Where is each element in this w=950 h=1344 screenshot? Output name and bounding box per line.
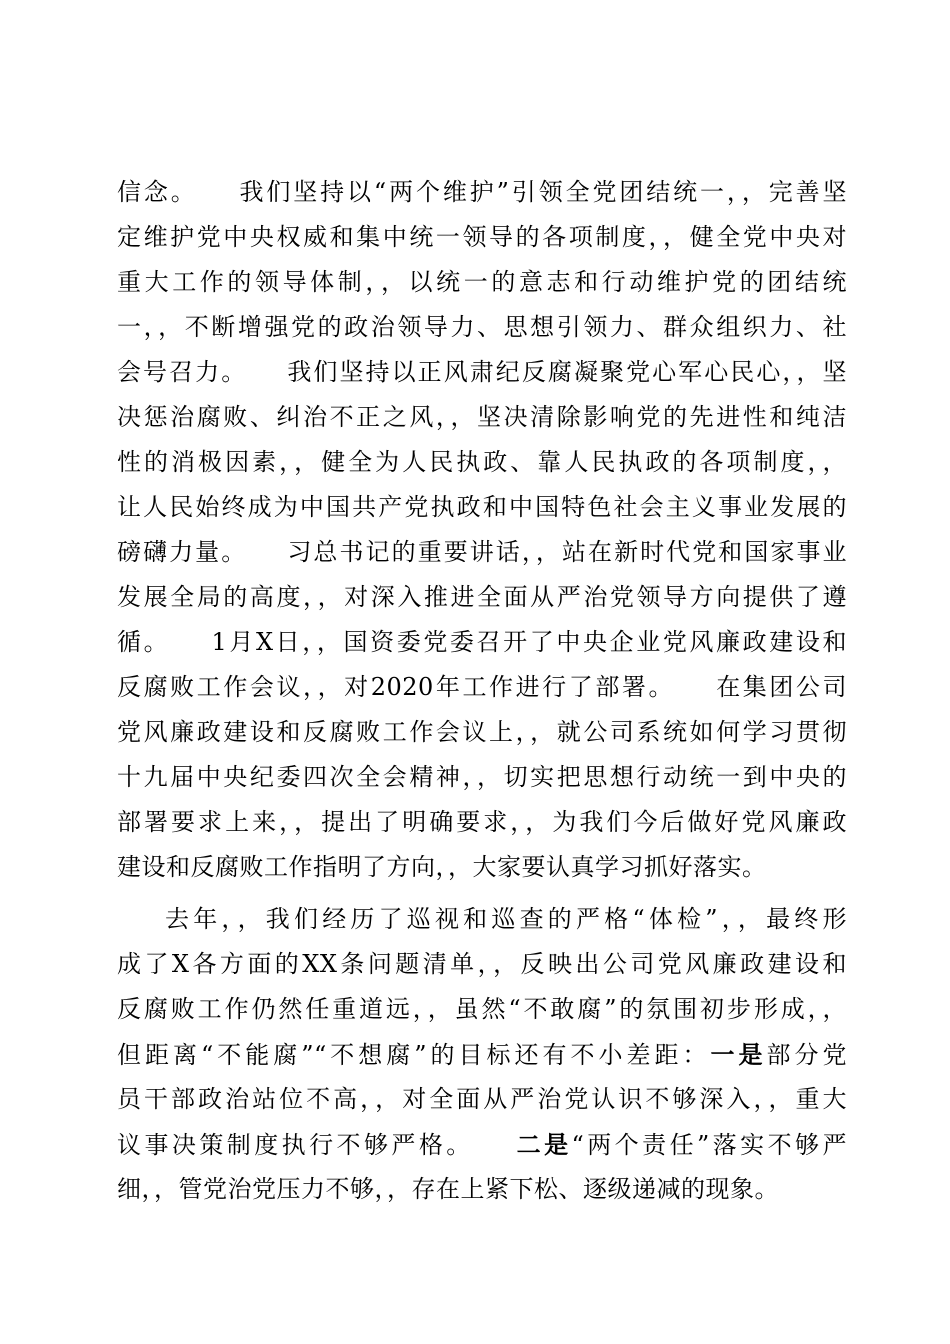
- document-body: [117, 170, 847, 1212]
- text-line: 去年，，我们经历了巡视和巡查的严格“体检”，，最终形: [165, 905, 847, 933]
- text-line: 部署要求上来，，提出了明确要求，，为我们今后做好党风廉政: [117, 808, 847, 836]
- emphasis-first: 一是: [710, 1040, 767, 1069]
- text-line: 定维护党中央权威和集中统一领导的各项制度，，健全党中央对: [117, 223, 847, 251]
- text-line: 信念。 我们坚持以“两个维护”引领全党团结统一，，完善坚: [117, 178, 847, 206]
- emphasis-second: 二是: [516, 1130, 572, 1159]
- paragraph-2: [117, 897, 847, 1212]
- text-run: 部分党: [766, 1041, 847, 1069]
- text-line: 循。 1月X日，，国资委党委召开了中央企业党风廉政建设和: [117, 628, 847, 656]
- text-line: 让人民始终成为中国共产党执政和中国特色社会主义事业发展的: [117, 493, 847, 521]
- text-line: [117, 1032, 847, 1077]
- text-line: [117, 1122, 847, 1167]
- text-line: 成了X各方面的XX条问题清单，，反映出公司党风廉政建设和: [117, 950, 847, 978]
- text-line: 党风廉政建设和反腐败工作会议上，，就公司系统如何学习贯彻: [117, 718, 847, 746]
- text-line: 磅礴力量。 习总书记的重要讲话，，站在新时代党和国家事业: [117, 538, 847, 566]
- text-line: 细，，管党治党压力不够，，存在上紧下松、逐级递减的现象。: [117, 1175, 779, 1203]
- text-line: 十九届中央纪委四次全会精神，，切实把思想行动统一到中央的: [117, 763, 847, 791]
- text-line: 会号召力。 我们坚持以正风肃纪反腐凝聚党心军心民心，，坚: [117, 358, 847, 386]
- text-line: 决惩治腐败、纠治不正之风，，坚决清除影响党的先进性和纯洁: [117, 403, 847, 431]
- text-run: 但距离“不能腐”“不想腐”的目标还有不小差距：: [117, 1041, 711, 1069]
- text-line: 性的消极因素，，健全为人民执政、靠人民执政的各项制度，，: [117, 448, 847, 476]
- text-line: 反腐败工作仍然任重道远，，虽然“不敢腐”的氛围初步形成，，: [117, 995, 847, 1023]
- paragraph-1: [117, 170, 847, 890]
- text-line: 反腐败工作会议，，对2020年工作进行了部署。 在集团公司: [117, 673, 847, 701]
- text-run: 议事决策制度执行不够严格。: [117, 1131, 517, 1159]
- text-line: 建设和反腐败工作指明了方向，，大家要认真学习抓好落实。: [117, 853, 767, 881]
- text-line: 发展全局的高度，，对深入推进全面从严治党领导方向提供了遵: [117, 583, 847, 611]
- text-run: “两个责任”落实不够严: [571, 1131, 847, 1159]
- text-line: 员干部政治站位不高，，对全面从严治党认识不够深入，，重大: [117, 1085, 847, 1113]
- text-line: 一，，不断增强党的政治领导力、思想引领力、群众组织力、社: [117, 313, 847, 341]
- text-line: 重大工作的领导体制，，以统一的意志和行动维护党的团结统: [117, 268, 847, 296]
